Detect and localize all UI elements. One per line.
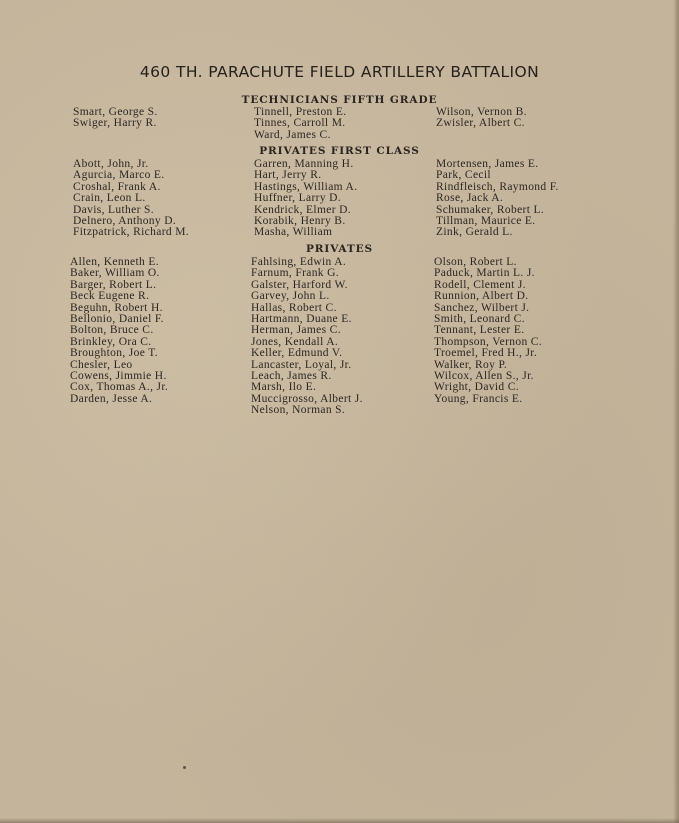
privates-column-2 — [251, 257, 363, 417]
roster-name: Lancaster, Loyal, Jr. — [251, 358, 352, 371]
privates-first-class-column-2 — [254, 159, 357, 239]
section-heading-privates: PRIVATES — [305, 243, 374, 255]
roster-name: Tinnes, Carroll M. — [254, 117, 346, 130]
roster-name: Wright, David C. — [434, 381, 519, 394]
roster-name: Schumaker, Robert L. — [436, 203, 545, 216]
roster-name: Hallas, Robert C. — [251, 301, 337, 314]
roster-name: Herman, James C. — [251, 324, 341, 337]
roster-name: Park, Cecil — [436, 169, 491, 182]
roster-name: Baker, William O. — [70, 267, 160, 280]
roster-name: Muccigrosso, Albert J. — [251, 392, 363, 405]
roster-name: Ward, James C. — [254, 128, 331, 141]
page-right-edge — [673, 0, 679, 823]
roster-name: Runnion, Albert D. — [434, 290, 529, 303]
roster-name: Abott, John, Jr. — [73, 158, 149, 170]
roster-name: Allen, Kenneth E. — [70, 256, 159, 268]
privates-column-1 — [70, 257, 168, 405]
roster-name: Zink, Gerald L. — [436, 226, 513, 239]
roster-name: Nelson, Norman S. — [251, 404, 346, 417]
roster-name: Delnero, Anthony D. — [73, 215, 177, 228]
roster-name: Darden, Jesse A. — [70, 392, 153, 405]
roster-name: Rindfleisch, Raymond F. — [436, 180, 559, 193]
technicians-column-1 — [73, 107, 158, 130]
roster-name: Smith, Leonard C. — [434, 313, 525, 326]
page-bottom-edge — [0, 818, 679, 823]
roster-name: Thompson, Vernon C. — [434, 335, 543, 348]
roster-name: Hastings, William A. — [254, 180, 358, 193]
roster-name: Tillman, Maurice E. — [436, 215, 536, 228]
roster-name: Bolton, Bruce C. — [70, 324, 154, 337]
roster-name: Barger, Robert L. — [70, 278, 157, 291]
roster-name: Broughton, Joe T. — [70, 347, 158, 360]
section-heading-privates-first-class: PRIVATES FIRST CLASS — [259, 145, 420, 157]
roster-name: Galster, Harford W. — [251, 278, 348, 291]
roster-name: Zwisler, Albert C. — [436, 117, 525, 130]
roster-name: Walker, Roy P. — [434, 358, 508, 371]
roster-name: Swiger, Harry R. — [73, 117, 157, 130]
section-heading-technicians-fifth-grade: TECHNICIANS FIFTH GRADE — [241, 94, 438, 106]
roster-name: Masha, William — [254, 226, 333, 239]
roster-name: Mortensen, James E. — [436, 158, 539, 170]
roster-name: Garvey, John L. — [251, 290, 330, 303]
paper-speck — [183, 766, 186, 769]
roster-name: Young, Francis E. — [434, 392, 523, 405]
roster-name: Olson, Robert L. — [434, 256, 517, 268]
roster-name: Korabik, Henry B. — [254, 215, 346, 228]
roster-name: Rodell, Clement J. — [434, 278, 526, 291]
roster-name: Wilson, Vernon B. — [436, 106, 527, 118]
roster-name: Fitzpatrick, Richard M. — [73, 226, 189, 239]
roster-name: Jones, Kendall A. — [251, 335, 339, 348]
roster-name: Wilcox, Allen S., Jr. — [434, 370, 534, 383]
roster-name: Bellonio, Daniel F. — [70, 313, 164, 326]
roster-name: Leach, James R. — [251, 370, 332, 383]
roster-name: Troemel, Fred H., Jr. — [434, 347, 538, 360]
roster-name: Beguhn, Robert H. — [70, 301, 163, 314]
technicians-column-3 — [436, 107, 527, 130]
page-title: 460 TH. PARACHUTE FIELD ARTILLERY BATTALION — [139, 63, 540, 81]
roster-name: Chesler, Leo — [70, 358, 133, 371]
roster-name: Tennant, Lester E. — [434, 324, 525, 337]
roster-name: Davis, Luther S. — [73, 203, 154, 216]
roster-name: Fahlsing, Edwin A. — [251, 256, 347, 268]
roster-name: Paduck, Martin L. J. — [434, 267, 535, 280]
roster-name: Croshal, Frank A. — [73, 180, 161, 193]
roster-name: Rose, Jack A. — [436, 192, 504, 205]
roster-name: Marsh, Ilo E. — [251, 381, 317, 394]
roster-name: Cowens, Jimmie H. — [70, 370, 167, 383]
roster-name: Brinkley, Ora C. — [70, 335, 152, 348]
roster-name: Hart, Jerry R. — [254, 169, 322, 182]
roster-name: Farnum, Frank G. — [251, 267, 340, 280]
roster-name: Keller, Edmund V. — [251, 347, 343, 360]
roster-name: Tinnell, Preston E. — [254, 106, 347, 118]
privates-first-class-column-1 — [73, 159, 189, 239]
roster-name: Huffner, Larry D. — [254, 192, 342, 205]
roster-name: Hartmann, Duane E. — [251, 313, 352, 326]
roster-name: Smart, George S. — [73, 106, 158, 118]
privates-first-class-column-3 — [436, 159, 559, 239]
roster-name: Kendrick, Elmer D. — [254, 203, 351, 216]
roster-name: Crain, Leon L. — [73, 192, 146, 205]
roster-name: Cox, Thomas A., Jr. — [70, 381, 169, 394]
roster-name: Sanchez, Wilbert J. — [434, 301, 530, 314]
privates-column-3 — [434, 257, 542, 405]
roster-name: Agurcia, Marco E. — [73, 169, 165, 182]
technicians-column-2 — [254, 107, 346, 141]
roster-name: Beck Eugene R. — [70, 290, 150, 303]
roster-name: Garren, Manning H. — [254, 158, 354, 170]
